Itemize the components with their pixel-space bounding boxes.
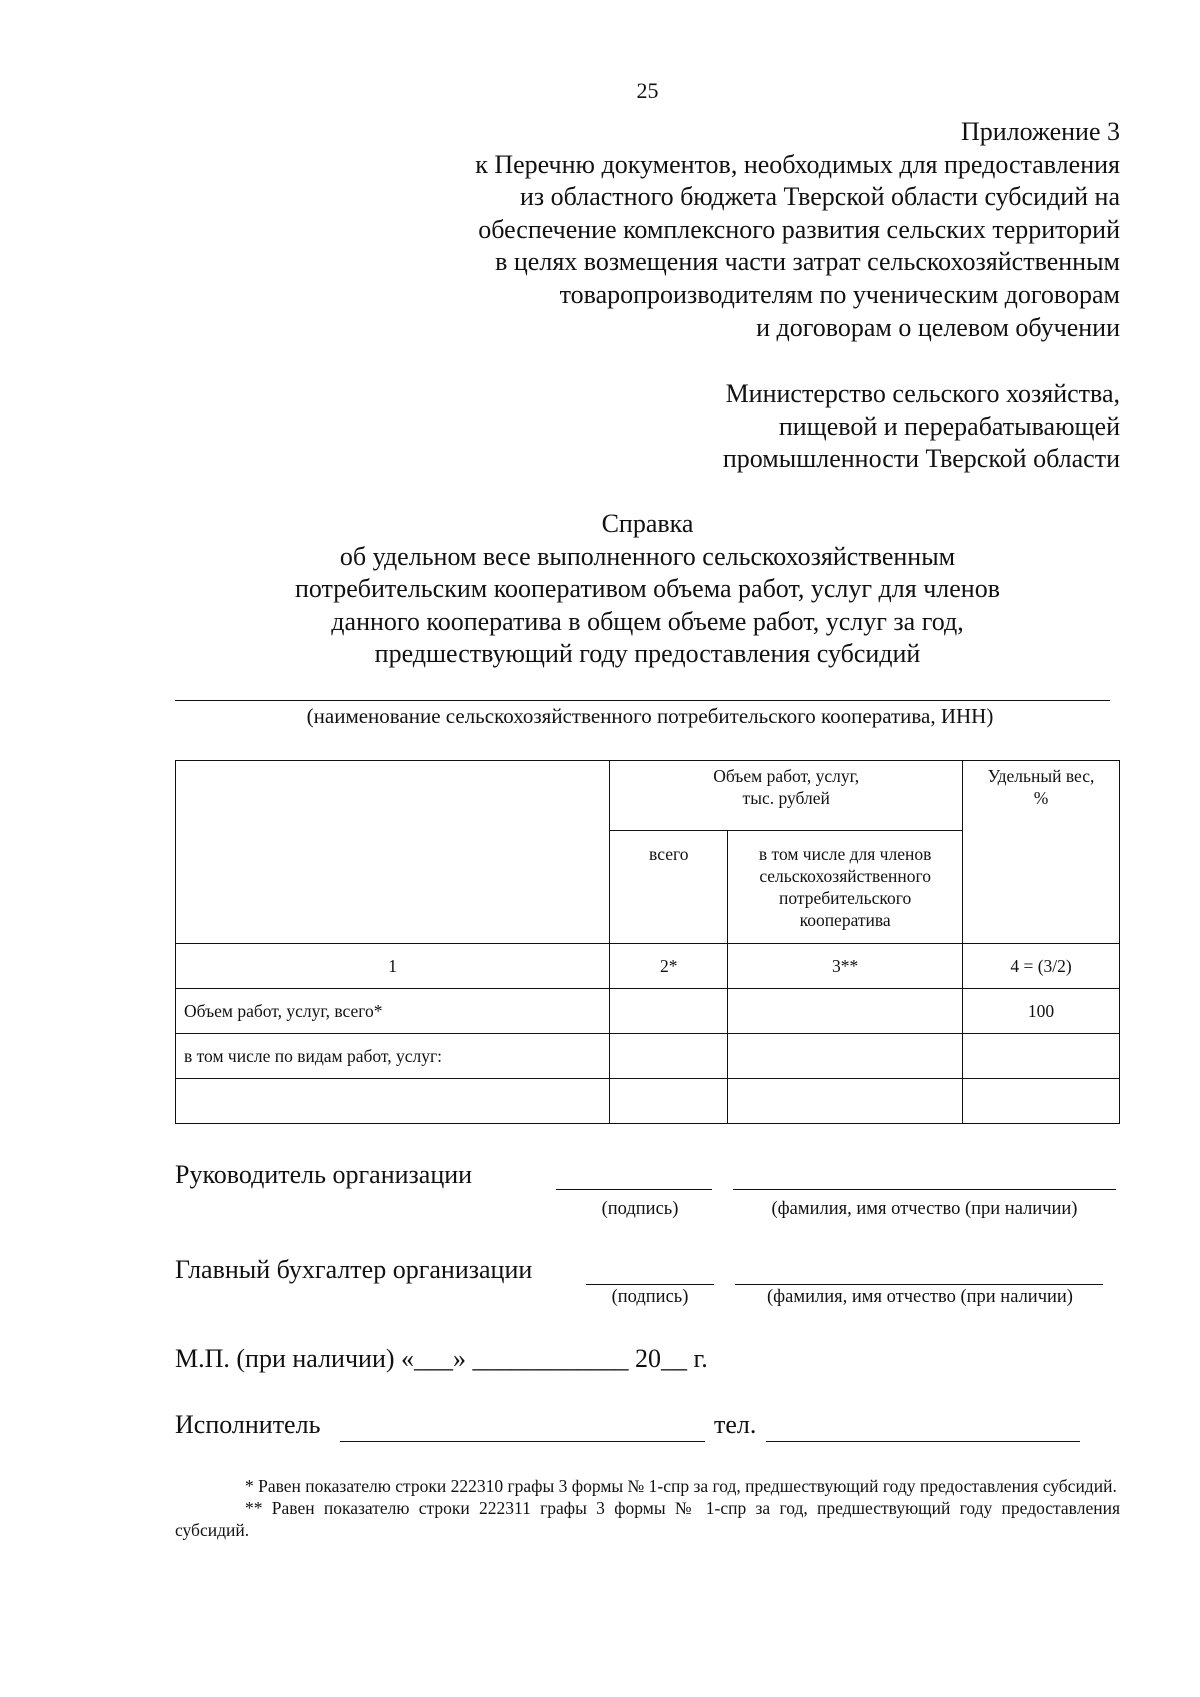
header-total: всего (610, 831, 728, 944)
addressee-line: Министерство сельского хозяйства, (725, 379, 1120, 408)
stamp-date-line[interactable]: М.П. (при наличии) «___» ____________ 20__ г. (175, 1344, 708, 1373)
header-members-line: сельскохозяйственного (759, 866, 931, 886)
header-volume-line: тыс. рублей (742, 788, 830, 808)
column-number: 4 = (3/2) (963, 944, 1120, 989)
annex-line: Приложение 3 (960, 117, 1120, 146)
cooperative-name-caption: (наименование сельскохозяйственного потребительского кооператива, ИНН) (306, 704, 994, 728)
cooperative-name-field[interactable] (175, 700, 1110, 701)
row-total-cell[interactable] (610, 1034, 728, 1079)
title-line: потребительским кооперативом объема работ, услуг для членов (294, 574, 1000, 604)
annex-line: к Перечню документов, необходимых для предоставления (475, 149, 1120, 179)
head-name-field[interactable] (733, 1189, 1116, 1190)
addressee-block (520, 378, 1120, 476)
row-label[interactable] (176, 1079, 610, 1124)
row-label: в том числе по видам работ, услуг: (176, 1034, 610, 1079)
title-line: предшествующий году предоставления субсидий (374, 639, 921, 669)
volume-table (175, 760, 1120, 1124)
header-members-line: потребительского (778, 888, 912, 908)
column-number: 2* (610, 944, 728, 989)
head-label: Руководитель организации (175, 1160, 473, 1189)
row-total-cell[interactable] (610, 989, 728, 1034)
row-members-cell[interactable] (728, 989, 963, 1034)
annex-line: в целях возмещения части затрат сельскохозяйственным (495, 247, 1120, 277)
row-share-cell[interactable] (963, 1079, 1120, 1124)
header-members (728, 831, 963, 944)
phone-field[interactable] (766, 1441, 1080, 1442)
page-number: 25 (636, 78, 659, 103)
row-label: Объем работ, услуг, всего* (176, 989, 610, 1034)
annex-header (360, 116, 1120, 344)
head-signature-field[interactable] (556, 1189, 712, 1190)
accountant-name-caption: (фамилия, имя отчество (при наличии) (767, 1287, 1073, 1307)
header-volume (610, 761, 963, 831)
title-line: данного кооператива в общем объеме работ, услуг за год, (331, 606, 964, 636)
head-signature-caption: (подпись) (601, 1199, 679, 1219)
row-share-cell[interactable] (963, 1034, 1120, 1079)
footnote: ** Равен показателю строки 222311 графы 3 формы № 1-спр за год, предшествующий году предоставления субсидий. (175, 1498, 1120, 1540)
executor-field[interactable] (340, 1441, 705, 1442)
row-total-cell[interactable] (610, 1079, 728, 1124)
annex-line: товаропроизводителям по ученическим договорам (559, 279, 1120, 309)
title-heading: Справка (601, 509, 694, 538)
accountant-signature-caption: (подпись) (611, 1287, 689, 1307)
header-volume-line: Объем работ, услуг, (713, 766, 860, 786)
annex-line: и договорам о целевом обучении (756, 312, 1120, 342)
header-share-line: Удельный вес, (987, 766, 1095, 786)
annex-line: обеспечение комплексного развития сельских территорий (478, 214, 1120, 244)
executor-label: Исполнитель (175, 1410, 321, 1439)
row-members-cell[interactable] (728, 1034, 963, 1079)
accountant-name-field[interactable] (735, 1284, 1103, 1285)
phone-label: тел. (714, 1410, 757, 1439)
row-members-cell[interactable] (728, 1079, 963, 1124)
column-number: 3** (728, 944, 963, 989)
header-share-line: % (1033, 788, 1049, 808)
header-members-line: кооператива (799, 910, 891, 930)
accountant-signature-field[interactable] (586, 1284, 714, 1285)
addressee-line: пищевой и перерабатывающей (778, 411, 1120, 441)
head-name-caption: (фамилия, имя отчество (при наличии) (771, 1199, 1078, 1219)
header-members-line: в том числе для членов (758, 844, 932, 864)
column-number: 1 (176, 944, 610, 989)
footnotes (175, 1475, 1120, 1541)
chief-accountant-label: Главный бухгалтер организации (175, 1255, 533, 1284)
document-title (175, 508, 1120, 671)
header-blank-cell (176, 761, 610, 944)
header-share (963, 761, 1120, 944)
footnote: * Равен показателю строки 222310 графы 3 формы № 1-спр за год, предшествующий году предоставления субсидий. (245, 1476, 1117, 1496)
title-line: об удельном весе выполненного сельскохозяйственным (339, 541, 956, 571)
row-share-cell[interactable]: 100 (963, 989, 1120, 1034)
annex-line: из областного бюджета Тверской области субсидий на (519, 182, 1120, 212)
addressee-line: промышленности Тверской области (722, 444, 1120, 474)
